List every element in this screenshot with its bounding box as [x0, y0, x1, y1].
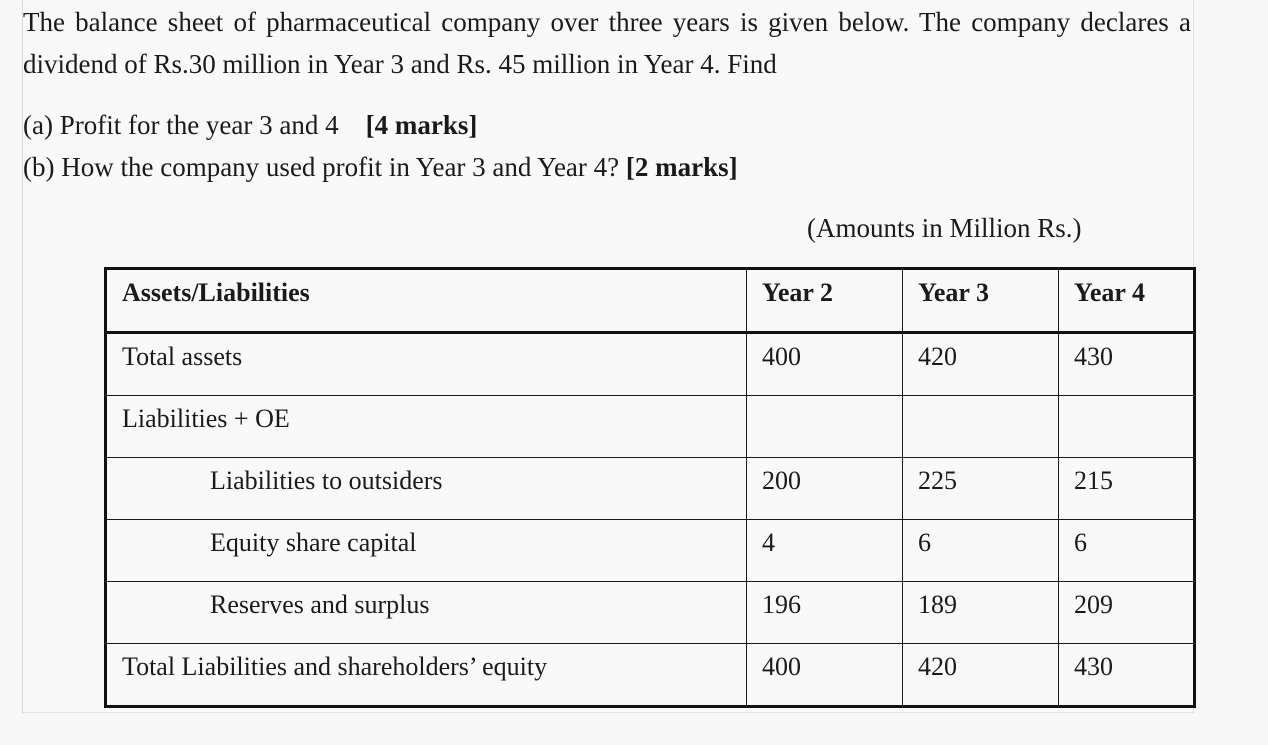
part-b-marks: [2 marks]	[625, 152, 738, 182]
row-label: Liabilities to outsiders	[106, 458, 747, 520]
cell-value: 420	[903, 333, 1059, 396]
table-row	[106, 396, 1195, 458]
cell-value: 215	[1059, 458, 1195, 520]
cell-value: 200	[747, 458, 903, 520]
cell-value: 6	[1059, 520, 1195, 582]
cell-value: 400	[747, 333, 903, 396]
units-note: (Amounts in Million Rs.)	[807, 213, 1082, 243]
cell-value: 430	[1059, 333, 1195, 396]
cell-value: 420	[903, 644, 1059, 707]
cell-value: 6	[903, 520, 1059, 582]
header-year-3: Year 3	[903, 269, 1059, 333]
part-b-text: (b) How the company used profit in Year 3 and Year 4?	[23, 152, 620, 182]
cell-value: 430	[1059, 644, 1195, 707]
header-year-4: Year 4	[1059, 269, 1195, 333]
cell-value: 196	[747, 582, 903, 644]
table-header-row	[106, 269, 1195, 333]
header-year-2: Year 2	[747, 269, 903, 333]
table-row	[106, 520, 1195, 582]
row-label: Total assets	[106, 333, 747, 396]
table-row	[106, 644, 1195, 707]
row-label: Reserves and surplus	[106, 582, 747, 644]
cell-value: 209	[1059, 582, 1195, 644]
cell-value: 189	[903, 582, 1059, 644]
cell-value: 400	[747, 644, 903, 707]
question-part-a	[23, 104, 1193, 146]
row-label: Equity share capital	[106, 520, 747, 582]
part-a-marks: [4 marks]	[365, 110, 478, 140]
row-label: Total Liabilities and shareholders’ equity	[106, 644, 747, 707]
document-page	[22, 0, 1194, 713]
balance-sheet-table	[104, 267, 1196, 708]
cell-value: 4	[747, 520, 903, 582]
table-row	[106, 458, 1195, 520]
row-label: Liabilities + OE	[106, 396, 747, 458]
table-row	[106, 333, 1195, 396]
cell-value	[1059, 396, 1195, 458]
table-row	[106, 582, 1195, 644]
header-assets-liabilities: Assets/Liabilities	[106, 269, 747, 333]
question-part-b	[23, 146, 1193, 188]
question-intro: The balance sheet of pharmaceutical company over three years is given below. The company declares a dividend of Rs.30 million in Year 3 and Rs. 45 million in Year 4. Find	[23, 7, 1191, 79]
part-a-text: (a) Profit for the year 3 and 4	[23, 110, 339, 140]
cell-value	[747, 396, 903, 458]
cell-value: 225	[903, 458, 1059, 520]
cell-value	[903, 396, 1059, 458]
